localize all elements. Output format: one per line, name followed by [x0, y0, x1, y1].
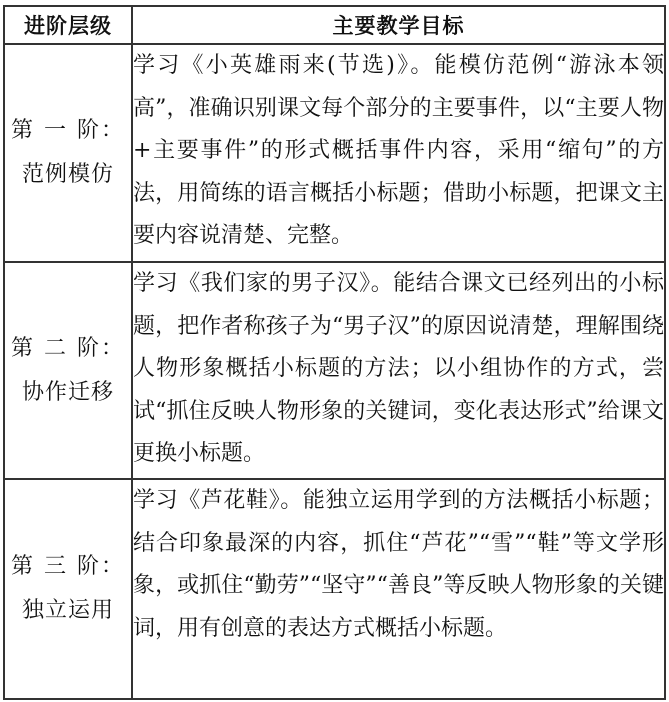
- stage-name: 范例模仿: [21, 162, 114, 187]
- level-cell: [4, 44, 132, 262]
- goal-cell: 学习《我们家的男子汉》。能结合课文已经列出的小标题，把作者称孩子为“男子汉”的原因说清楚，理解围绕人物形象概括小标题的方法；以小组协作的方式，尝试“抓住反映人物形象的关键词，变化表达形式”给课文更换小标题。: [132, 262, 665, 479]
- stage-label: 第 二 阶：: [11, 335, 125, 361]
- goal-cell: 学习《芦花鞋》。能独立运用学到的方法概括小标题；结合印象最深的内容，抓住“芦花”“雪”“鞋”等文学形象，或抓住“勤劳”“坚守”“善良”等反映人物形象的关键词，用有创意的表达方式概括小标题。: [132, 479, 665, 699]
- table-header-row: [4, 6, 665, 44]
- level-cell: [4, 262, 132, 479]
- stage-name: 独立运用: [21, 598, 114, 623]
- table-row: [4, 44, 665, 262]
- stage-name: 协作迁移: [21, 379, 114, 405]
- level-cell: [4, 479, 132, 699]
- stage-label: 第 一 阶：: [11, 118, 125, 143]
- teaching-goals-table: [3, 5, 666, 700]
- header-goal: 主要教学目标: [132, 6, 665, 44]
- table-row: [4, 479, 665, 699]
- header-level: 进阶层级: [4, 6, 132, 44]
- table-row: [4, 262, 665, 479]
- stage-label: 第 三 阶：: [11, 554, 125, 579]
- goal-cell: 学习《小英雄雨来(节选)》。能模仿范例“游泳本领高”，准确识别课文每个部分的主要事件，以“主要人物+主要事件”的形式概括事件内容，采用“缩句”的方法，用简练的语言概括小标题；借助小标题，把课文主要内容说清楚、完整。: [132, 44, 665, 262]
